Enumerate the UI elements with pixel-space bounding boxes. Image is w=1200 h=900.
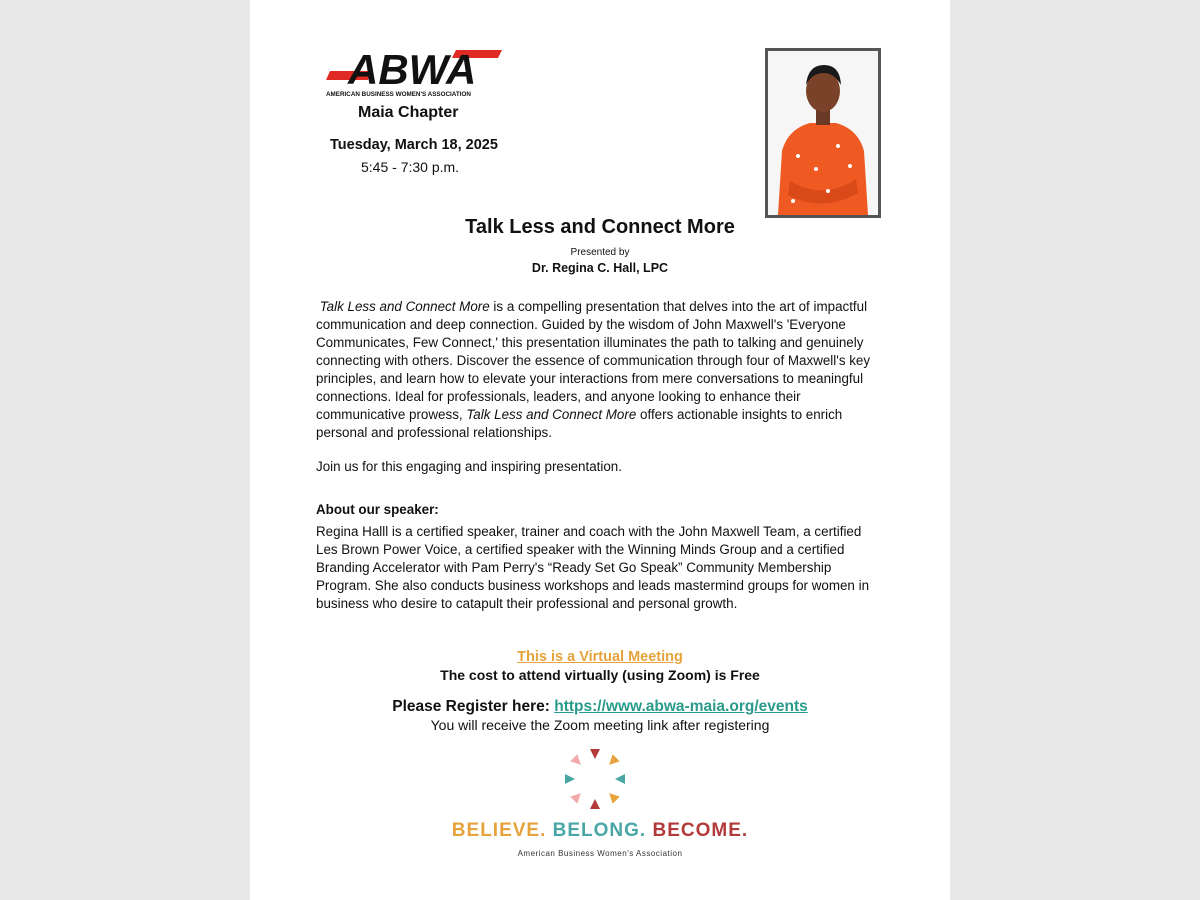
description-paragraph: [316, 298, 886, 442]
about-paragraph: Regina Halll is a certified speaker, trainer and coach with the John Maxwell Team, a certified Les Brown Power Voice, a certified speaker with the Winning Minds Group and a certified Branding Accelerator with Pam Perry's “Ready Set Go Speak” Community Membership Program. She also conducts business workshops and leads mastermind groups for women in business who desire to catapult their professional and personal growth.: [316, 524, 870, 611]
presenter-name: Dr. Regina C. Hall, LPC: [531, 261, 669, 275]
register-line: [250, 698, 950, 716]
logo-wordmark: ABWA: [348, 46, 477, 93]
description-title-italic: Talk Less and Connect More: [319, 299, 490, 314]
tagline-become: BECOME.: [652, 820, 749, 841]
about-heading: About our speaker:: [316, 502, 439, 517]
flyer-page: [250, 0, 950, 900]
tagline-believe: BELIEVE.: [451, 820, 547, 841]
zoom-link-note: You will receive the Zoom meeting link after registering: [430, 717, 770, 733]
description-text-1: is a compelling presentation that delves into the art of impactful communication and deep connection. Guided by the wisdom of John Maxwell's 'Everyone Communicates, Few Connect,' this presentation illuminates the path to talking and genuinely connecting with others. Discover the essence of communication through four of Maxwell's key principles, and learn how to elevate your interactions from mere conversations to meaningful connections. Ideal for professionals, leaders, and anyone looking to enhance their communicative prowess,: [316, 299, 871, 422]
speaker-photo: [765, 48, 881, 218]
register-link[interactable]: https://www.abwa-maia.org/events: [554, 698, 808, 715]
event-date: Tuesday, March 18, 2025: [330, 137, 498, 153]
organization-name: American Business Women's Association: [517, 849, 683, 858]
chapter-name: Maia Chapter: [358, 104, 459, 121]
presentation-title: Talk Less and Connect More: [465, 216, 735, 238]
register-separator: :: [544, 698, 555, 715]
event-time: 5:45 - 7:30 p.m.: [361, 159, 460, 175]
join-paragraph: Join us for this engaging and inspiring presentation.: [316, 459, 622, 474]
presented-by-label: Presented by: [570, 247, 630, 258]
logo-subtitle: AMERICAN BUSINESS WOMEN'S ASSOCIATION: [326, 91, 471, 98]
tagline: [250, 820, 950, 842]
description-text-2: offers actionable insights to enrich personal and professional relationships.: [316, 407, 843, 440]
register-label: Please Register here: [392, 698, 545, 715]
cost-note: The cost to attend virtually (using Zoom) is Free: [440, 667, 760, 683]
tagline-belong: BELONG.: [552, 820, 647, 841]
virtual-meeting-link[interactable]: This is a Virtual Meeting: [517, 649, 683, 665]
abwa-star-mark-icon: [555, 746, 635, 812]
description-title-italic-2: Talk Less and Connect More: [466, 407, 637, 422]
abwa-logo: [326, 46, 506, 100]
